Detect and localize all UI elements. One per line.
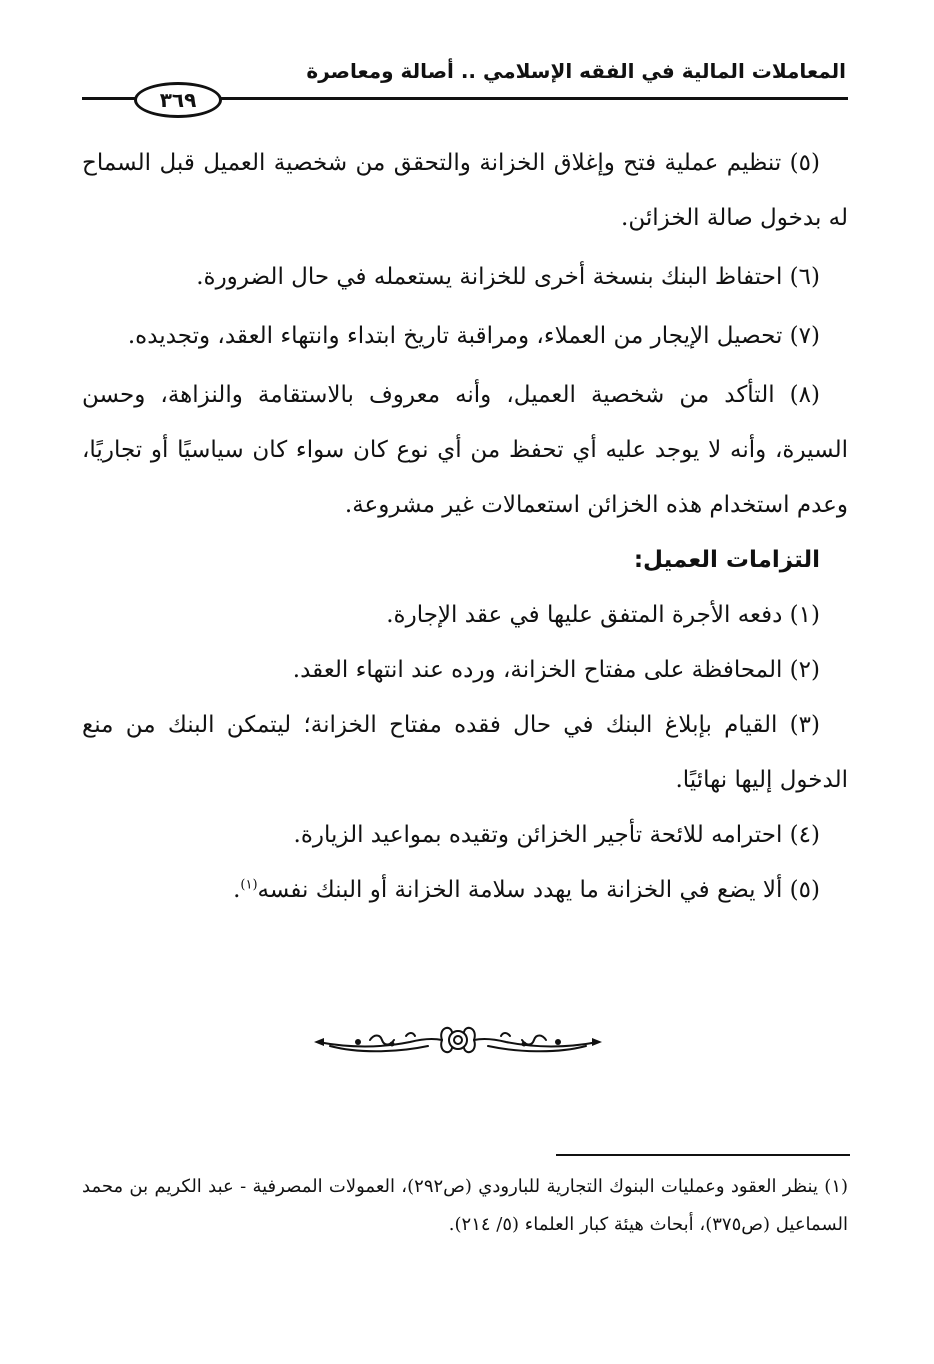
footnote-separator xyxy=(556,1154,850,1156)
paragraph-item-6: (٦) احتفاظ البنك بنسخة أخرى للخزانة يستعمله في حال الضرورة. xyxy=(196,264,820,290)
obligation-item-4: (٤) احترامه للائحة تأجير الخزائن وتقيده بمواعيد الزيارة. xyxy=(293,822,820,848)
obligation-item-3: (٣) القيام بإبلاغ البنك في حال فقده مفتاح الخزانة؛ ليتمكن البنك من منع الدخول إليها نهائيًا. xyxy=(82,712,848,793)
obligation-item-1: (١) دفعه الأجرة المتفق عليها في عقد الإجارة. xyxy=(386,602,820,628)
page-number: ٣٦٩ xyxy=(159,88,197,112)
obligation-item-5 xyxy=(82,863,848,918)
decorative-ornament-divider xyxy=(310,1018,606,1062)
running-header-title: المعاملات المالية في الفقه الإسلامي .. أصالة ومعاصرة xyxy=(306,59,846,83)
main-text xyxy=(82,136,848,918)
section-heading-client-obligations: التزامات العميل: xyxy=(633,547,820,573)
obligation-item-5-end: . xyxy=(233,877,241,903)
paragraph-item-8: (٨) التأكد من شخصية العميل، وأنه معروف بالاستقامة والنزاهة، وحسن السيرة، وأنه لا يوجد عليه أي تحفظ من أي نوع كان سواء كان سياسيًا أو تجاريًا، وعدم استخدام هذه الخزائن استعمالات غير مشروعة. xyxy=(82,382,848,518)
footnotes-area xyxy=(82,1168,848,1244)
paragraph-item-5: (٥) تنظيم عملية فتح وإغلاق الخزانة والتحقق من شخصية العميل قبل السماح له بدخول صالة الخزائن. xyxy=(82,150,848,231)
page-number-badge xyxy=(134,82,222,118)
footnote-1: (١) ينظر العقود وعمليات البنوك التجارية للبارودي (ص٢٩٢)، العمولات المصرفية - عبد الكريم بن محمد السماعيل (ص٣٧٥)، أبحاث هيئة كبار العلماء (٥/ ٢١٤). xyxy=(82,1176,849,1235)
obligation-item-5-text: (٥) ألا يضع في الخزانة ما يهدد سلامة الخزانة أو البنك نفسه xyxy=(257,877,820,903)
obligation-item-2: (٢) المحافظة على مفتاح الخزانة، ورده عند انتهاء العقد. xyxy=(292,657,820,683)
paragraph-item-7: (٧) تحصيل الإيجار من العملاء، ومراقبة تاريخ ابتداء وانتهاء العقد، وتجديده. xyxy=(127,323,820,349)
footnote-reference-mark: (١) xyxy=(240,877,258,893)
